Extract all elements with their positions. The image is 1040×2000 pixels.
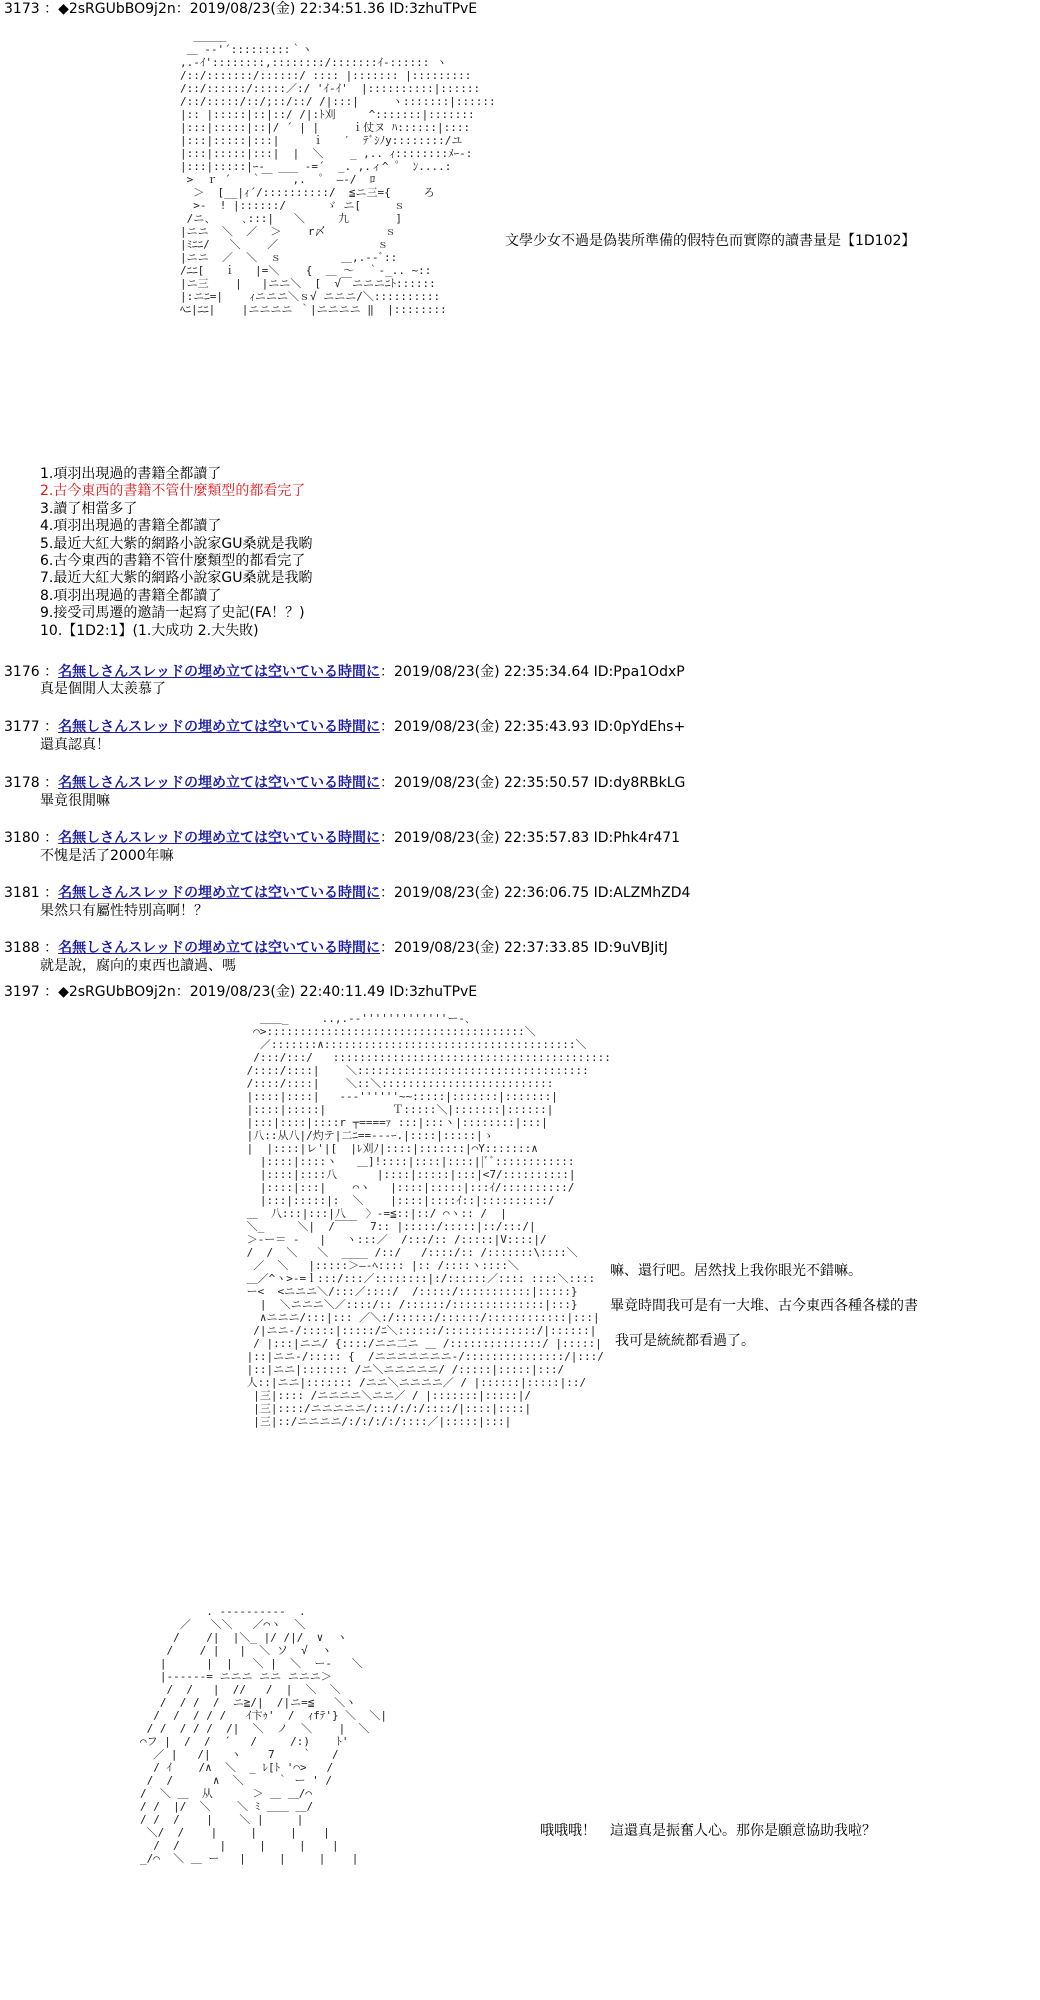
post-header-3188 (4, 939, 668, 957)
post-header-3180 (4, 829, 680, 847)
reply-line-3: 我可是統統都看過了。 (615, 1333, 755, 1349)
list-item: 1.項羽出現過的書籍全都讀了 (40, 466, 222, 482)
post-number: 3178 (4, 775, 40, 791)
post-meta: ：2019/08/23(金) 22:35:43.93 ID:0pYdEhs+ (379, 719, 686, 735)
post-header-3178 (4, 774, 685, 792)
reply-line-4: 哦哦哦！ 這還真是振奮人心。那你是願意協助我啦？ (540, 1823, 876, 1839)
poster-name-link[interactable]: 名無しさんスレッドの埋め立ては空いている時間に (58, 830, 380, 846)
list-item: 4.項羽出現過的書籍全都讀了 (40, 518, 222, 535)
post-number: 3176 (4, 664, 40, 680)
poster-name-link[interactable]: 名無しさんスレッドの埋め立ては空いている時間に (58, 775, 380, 791)
poster-trip: ◆2sRGUbBO9j2n (58, 1, 176, 17)
post-header-3181 (4, 884, 690, 902)
post-header-3176 (4, 663, 685, 681)
list-item: 10.【1D2:1】(1.大成功 2.大失敗) (40, 622, 259, 639)
list-item: 6.古今東西的書籍不管什麼類型的都看完了 (40, 553, 306, 570)
post-number: 3173 (4, 1, 40, 17)
poster-name-link[interactable]: 名無しさんスレッドの埋め立ては空いている時間に (58, 719, 380, 735)
list-item: 5.最近大紅大紫的網路小說家GU桑就是我喲 (40, 535, 313, 552)
options-list (40, 466, 312, 640)
list-item: 9.接受司馬遷的邀請一起寫了史記(FA！？) (40, 605, 305, 622)
post-separator: ： (44, 664, 59, 680)
post-separator: ： (44, 1, 59, 17)
post-header-3197 (4, 983, 477, 1001)
post-separator: ： (44, 940, 59, 956)
post-number: 3197 (4, 984, 40, 1000)
post-meta: ：2019/08/23(金) 22:35:50.57 ID:dy8RBkLG (379, 775, 686, 791)
reply-line-1: 嘛、還行吧。居然找上我你眼光不錯嘛。 (610, 1263, 862, 1279)
post-meta: ：2019/08/23(金) 22:36:06.75 ID:ALZMhZD4 (379, 885, 691, 901)
post-body-3181: 果然只有屬性特別高啊！？ (40, 903, 208, 919)
post-body-3178: 畢竟很閒嘛 (40, 793, 110, 809)
post-body-3180: 不愧是活了2000年嘛 (40, 848, 174, 864)
post-body-3176: 真是個閒人太羨慕了 (40, 681, 166, 697)
poster-name-link[interactable]: 名無しさんスレッドの埋め立ては空いている時間に (58, 885, 380, 901)
post-meta: ：2019/08/23(金) 22:35:34.64 ID:Ppa1OdxP (379, 664, 685, 680)
poster-name-link[interactable]: 名無しさんスレッドの埋め立ては空いている時間に (58, 664, 380, 680)
post-separator: ： (44, 775, 59, 791)
list-item: 8.項羽出現過的書籍全都讀了 (40, 587, 222, 604)
post-number: 3177 (4, 719, 40, 735)
post-separator: ： (44, 885, 59, 901)
post-meta: ：2019/08/23(金) 22:40:11.49 ID:3zhuTPvE (175, 984, 478, 1000)
poster-name-link[interactable]: 名無しさんスレッドの埋め立ては空いている時間に (58, 940, 380, 956)
list-item: 7.最近大紅大紫的網路小說家GU桑就是我喲 (40, 570, 313, 587)
post-separator: ： (44, 830, 59, 846)
poster-trip: ◆2sRGUbBO9j2n (58, 984, 176, 1000)
ascii-art-girl-1: ＿＿＿ ＿ -‐'´:::::::::｀ヽ ,.-ｲ'::::::::,::::::::/:::::::ｲ-:::::: ヽ /::/:::::::/::::::/ :::: |::::::: |::::::::: /::/::::::/:::::／:/ 'ｲ-ｲ' |::::::::::|:::::: /::/:::::/::/;::/::/ /|:::| ヽ:::::::|:::::: |:: |:::::|::|::/ /|:ﾄ刈 ^:::::::|::::::: |:::|:::::|::|/ ´ | | ｉ仗ヌ ﾊ::::::|:::: |:::|:::::|:::| ｉ ′ ﾃﾞｼﾉy::::::::/ユ |:::|:::::|:::| | ＼ _ ,.. ｨ::::::::ﾒｰ‐: |:::|:::::|ｰ‐ ___ ‐=´ _. ,.ィ^ ゜ ﾝ....: > ｒ ´ ｀￣ ,. ゜ ―‐/ ﾛ ＞ [__|ｨ´/::::::::::/ ≦ニ三={ ろ >- ! |::::::/ ゞ ニ[ ｓ /ニ、 ､:::| ＼ 九 ] |ニニ ＼ ／ ＞ r〆 ｓ |ﾐﾆﾆ/ ＼ ／ ｓ |ニニ ／ ＼ ｓ ＿,.-‐ﾞ:: /ﾆﾆ[ ｉ |=＼ { ＿ 〜 ｀-_.. ~:: |ニ三 | |ニニ＼ [ √￣ニニニﾆﾄ:::::: |:ニﾆ=| ｨニニニ＼ｓ√ ニニニ/＼:::::::::: ﾍﾆ|ﾆﾆ| |ニニニニ ｀|ニニニニ ‖ |:::::::: (180, 30, 496, 316)
post-header-3173 (4, 0, 477, 18)
list-item-highlighted: 2.古今東西的書籍不管什麼類型的都看完了 (40, 483, 306, 500)
post-number: 3188 (4, 940, 40, 956)
post-number: 3181 (4, 885, 40, 901)
post-meta: ：2019/08/23(金) 22:35:57.83 ID:Phk4r471 (379, 830, 681, 846)
post-meta: ：2019/08/23(金) 22:37:33.85 ID:9uVBJitJ (379, 940, 668, 956)
post-meta: ：2019/08/23(金) 22:34:51.36 ID:3zhuTPvE (175, 1, 478, 17)
post-number: 3180 (4, 830, 40, 846)
post-header-3177 (4, 718, 685, 736)
ascii-art-man: . -‐‐‐‐‐‐‐‐- . ／ ＼＼ ／⌒ヽ ＼ / /| |＼_ |/ /|/ ∨ ヽ / / | | ＼ ソ √ ヽ | | | ＼ | ＼ ー- ＼ |‐‐‐‐‐-= ニニニ ニニ ニニニ＞ / / | // / | ＼ ＼ / / / / ニ≧/| /|ニ=≦ ＼ヽ / / / / / ｲ卞ｩ' / ｨfﾃ'} ＼ ＼| / / / / / /| ＼ ノ ＼ | ＼ ⌒フ | / / ´ / /:) ﾄ' ／ | /| ヽ 7 ｀ / / ｲ /∧ ＼ _ ﾚ[ﾄ '⌒> / / / ∧ ＼ ｀ ー ' / / ＼ ＿ 从 ＞ ＿ ＿/⌒ / / |/ ＼ ＼ ﾐ ＿＿ ＿/ / / / | ＼ | | ＼/ / | | | | / / | | | | _/⌒ ＼ ＿ ー | | | | (140, 1605, 388, 1865)
reply-line-2: 畢竟時間我可是有一大堆、古今東西各種各樣的書 (610, 1298, 918, 1314)
dice-prompt-text: 文學少女不過是偽裝所準備的假特色而實際的讀書量是【1D102】 (505, 233, 916, 249)
post-body-3177: 還真認真！ (40, 737, 110, 753)
list-item: 3.讀了相當多了 (40, 500, 138, 517)
post-separator: ： (44, 719, 59, 735)
post-body-3188: 就是說，腐向的東西也讀過、嗎 (40, 958, 236, 974)
post-separator: ： (44, 984, 59, 1000)
ascii-art-girl-2: ＿＿_ ..,.-‐'''''''''''''ー-､ ⌒>:::::::::::::::::::::::::::::::::::::::＼ ／:::::::∧::::::::::::::::::::::::::::::::::::::＼ /:::/:::/ :::::::::::::::::::::::::::::::::::::::::: /::::/::::| ＼::::::::::::::::::::::::::::::::::: /::::/::::| ＼::＼:::::::::::::::::::::::::: |::::|::::| ‐‐-''''''~~:::::|:::::::|:::::::| |::::|:::::| Ｔ:::::＼|:::::::|::::::| |:::|::::|::::r ┬====ｧ :::|:::ヽ|::::::::|:::| |八::从八|/灼テ|二ﾆ==‐‐-ｰ.|::::|:::::|ゝ | |::::|レ'|[ |ﾚ刈ﾉ|::::|:::::::|⌒Y:::::::∧ |::::|::::ヽ ＿]!::::|::::|::::||ﾞﾞ:::::::::::: |::::|::::八 |::::|:::::|:::|<7/::::::::::| |::::|:::| ⌒ヽ |::::|:::::|:::ｲ/::::::::::/ |:::|:::::|: ＼ |::::|::::ｲ::|::::::::::/ ＿ 八:::|:::|八 〉-=≦::|::/ ⌒ヽ:: / | ＼_ ＼| /￣￣ 7:: |:::::/:::::|::/:::/| ＞‐ー＝ - | ヽ:::／ /:::/:: /:::::|V::::|/ / / ＼ ＼ ____ /::/ /::::/:: /:::::::\::::＼ ／ ＼ |:::::＞―‐ﾍ:::: |:: /::::ヽ::::＼ ＿／^ヽ>-=ｌ:::/:::／::::::::|:/::::::／:::: ::::＼:::: ー< <ニニニ＼/:::／::::/ /:::::/:::::::::::|:::::} | ＼ニニニ＼／::::/:: /::::::/::::::::::::::|:::} ∧ニニニ/:::|::: ／＼:/::::::/::::::/::::::::::::|:::| /|ニニ-/:::::|:::::/ﾆ＼::::::/::::::::::::::/|::::::| / |:::|ニニ/ {::::/ニニ二ニ ＿ /::::::::::::::/ |:::::| |::|ニニ-/::::: { /ニニニニニニニ-/:::::::::::::::/|:::/ |::|ニニ|::::::: /ニ＼ニニニニニ/ /:::::|:::::|:::/ 人::|ニニ|::::::: /ニニ＼ニニニニ／ / |::::::|:::::|::/ |三|:::: /ニニニニ＼ニニ／ / |:::::::|:::::|/ |三|::::/ニニニニニ/:::/:/:/::::/|::::|::::| |三|::/ニニニニ/:/:/:/:/::::／|:::::|:::| (246, 1012, 611, 1428)
